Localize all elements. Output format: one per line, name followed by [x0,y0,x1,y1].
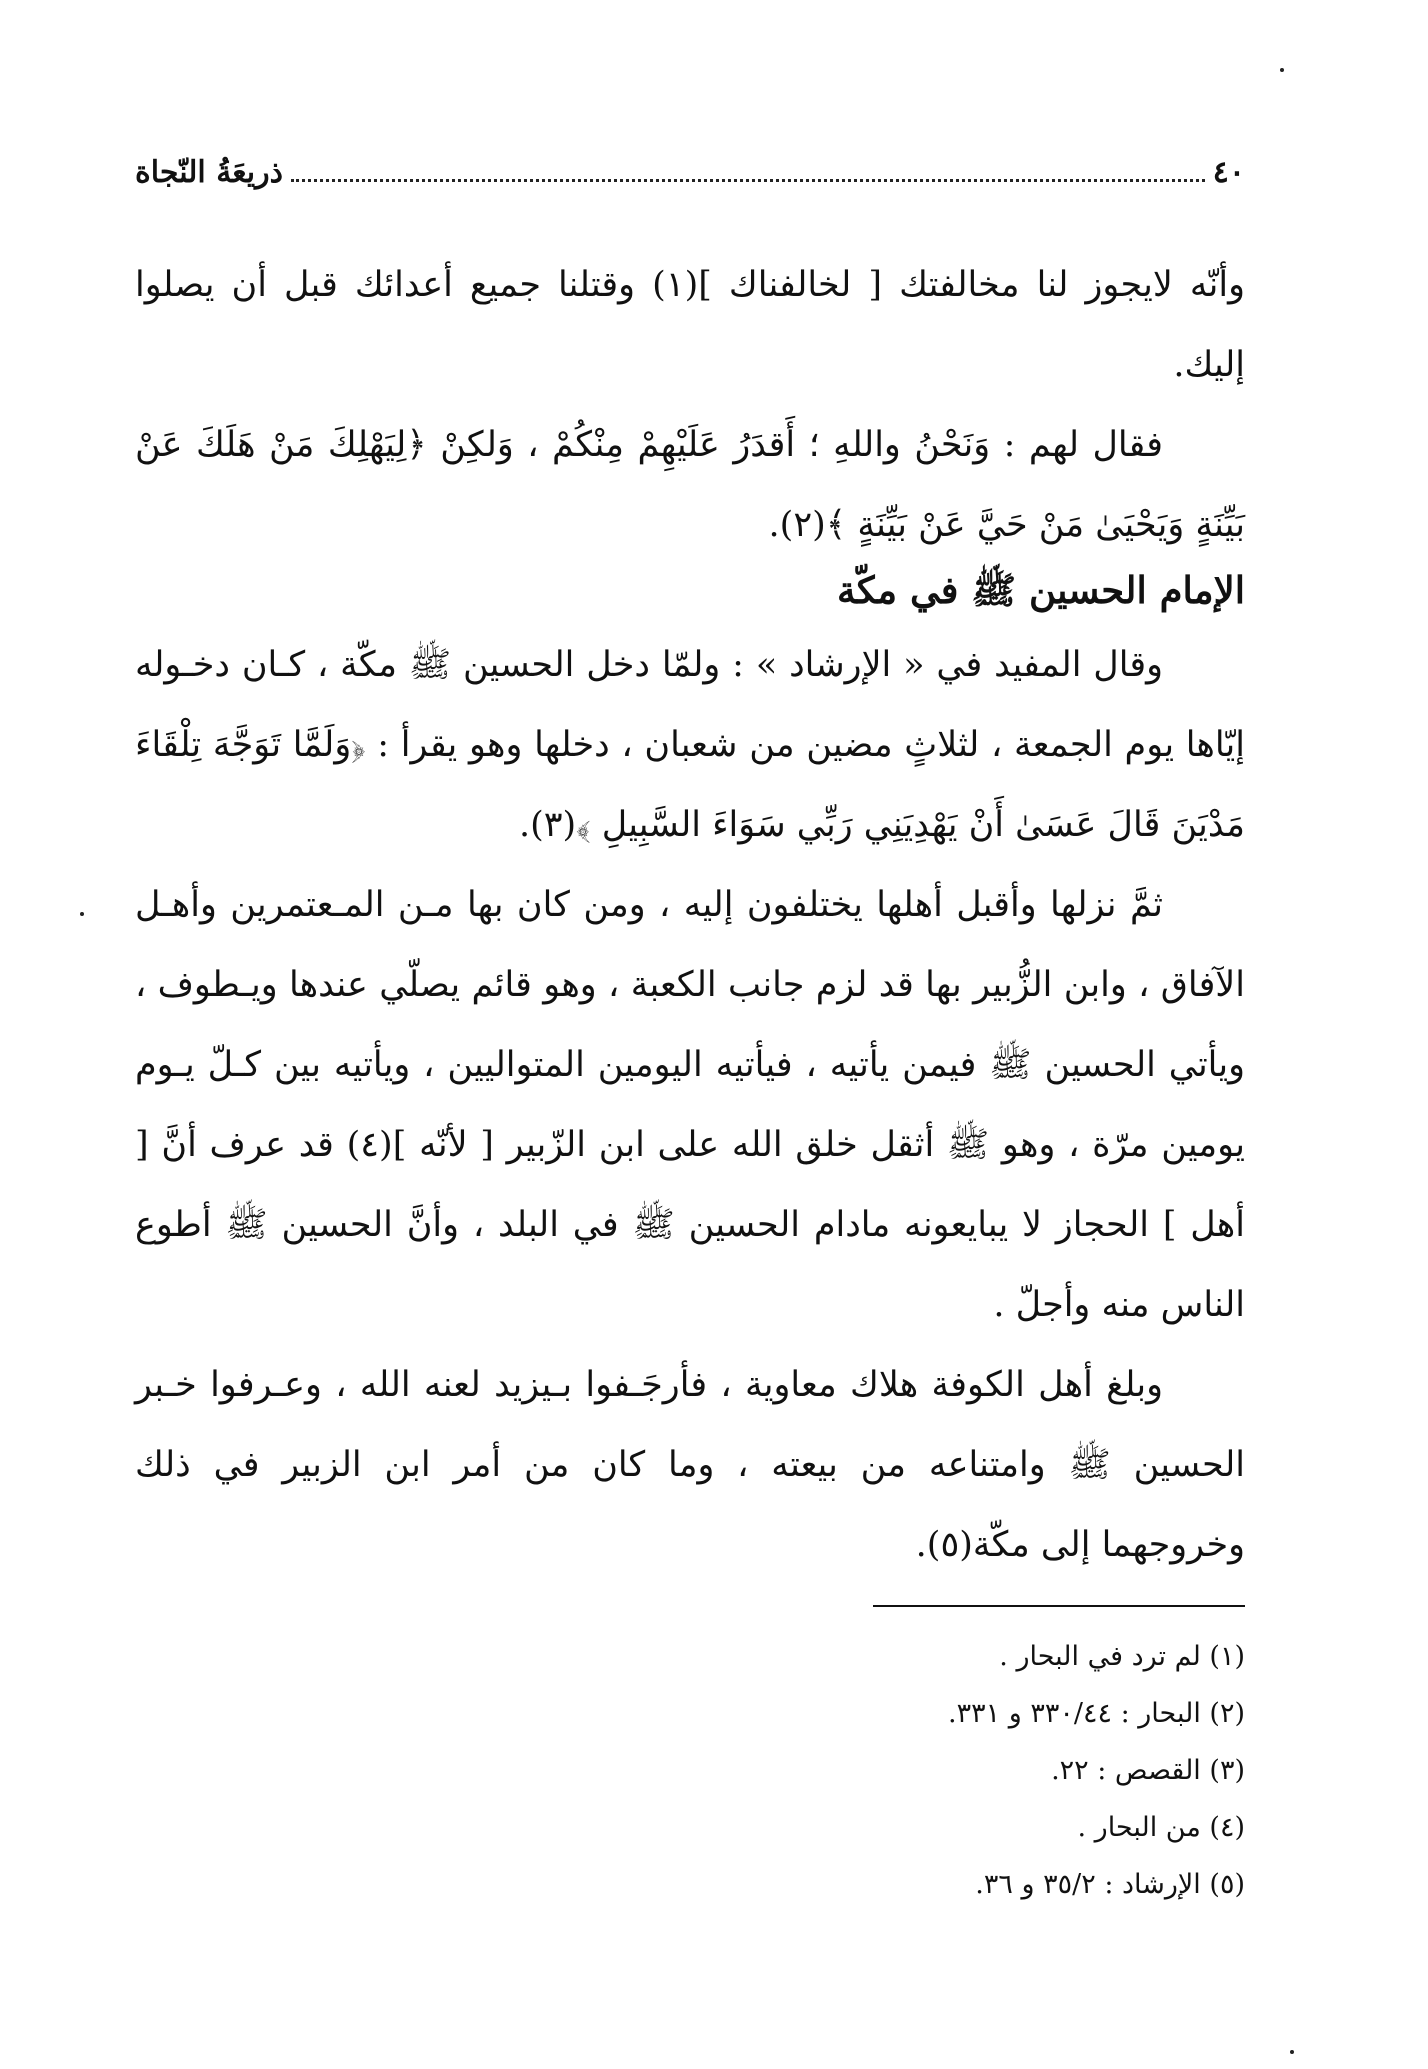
opening-text [135,245,1245,565]
footnote: (٣) القصص : ٢٢. [1051,1755,1245,1786]
paragraph: وبلغ أهل الكوفة هلاك معاوية ، فأرجَـفوا بـيزيد لعنه الله ، وعـرفوا خـبر الحسين ﷺ وامتناعه من بيعته ، وما كان من أمر ابن الزبير في ذلك وخروجهما إلى مكّة(٥). [135,1365,1245,1565]
scan-speck [80,912,84,916]
paragraph: فقال لهم : وَنَحْنُ واللهِ ؛ أَقدَرُ عَلَيْهِمْ مِنْكُمْ ، وَلكِنْ ﴿لِيَهْلِكَ مَنْ هَلَكَ عَنْ بَيِّنَةٍ وَيَحْيَىٰ مَنْ حَيَّ عَنْ بَيِّنَةٍ ﴾(٢). [135,425,1245,545]
page-number: ٤٠ [1212,155,1245,190]
scan-speck [1290,2050,1294,2054]
paragraph: ثمَّ نزلها وأقبل أهلها يختلفون إليه ، ومن كان بها مـن المـعتمرين وأهـل الآفاق ، وابن الزُّبير بها قد لزم جانب الكعبة ، وهو قائم يصلّي عندها ويـطوف ، ويأتي الحسين ﷺ فيمن يأتيه ، فيأتيه اليومين المتواليين ، ويأتيه بين كـلّ يـوم يومين مرّة ، وهو ﷺ أثقل خلق الله على ابن الزّبير [ لأنّه ](٤) قد عرف أنَّ [ أهل ] الحجاز لا يبايعونه مادام الحسين ﷺ في البلد ، وأنَّ الحسين ﷺ أطوع الناس منه وأجلّ . [135,885,1245,1325]
scan-speck [1280,68,1284,72]
paragraph: وأنّه لايجوز لنا مخالفتك [ لخالفناك ](١) وقتلنا جميع أعدائك قبل أن يصلوا إليك. [135,265,1245,385]
footnote: (١) لم ترد في البحار . [999,1641,1245,1672]
header-leader-dots [291,159,1205,182]
footnotes-list [135,1628,1245,1913]
paragraph: وقال المفيد في « الإرشاد » : ولمّا دخل الحسين ﷺ مكّة ، كـان دخـوله إيّاها يوم الجمعة ، لثلاثٍ مضين من شعبان ، دخلها وهو يقرأ : ﴿وَلَمَّا تَوَجَّهَ تِلْقَاءَ مَدْيَنَ قَالَ عَسَىٰ أَنْ يَهْدِيَنِي رَبِّي سَوَاءَ السَّبِيلِ ﴾(٣). [135,645,1245,845]
running-header [135,155,1245,199]
footnote: (٢) البحار : ٣٣٠/٤٤ و ٣٣١. [948,1698,1245,1729]
footnote: (٤) من البحار . [1077,1812,1245,1843]
section-heading: الإمام الحسين ﷺ في مكّة [837,568,1245,612]
footnote-separator [873,1605,1245,1607]
section [135,555,1245,1585]
running-title: ذريعَةُ النّجاة [135,155,283,190]
footnote: (٥) الإرشاد : ٣٥/٢ و ٣٦. [975,1869,1245,1900]
